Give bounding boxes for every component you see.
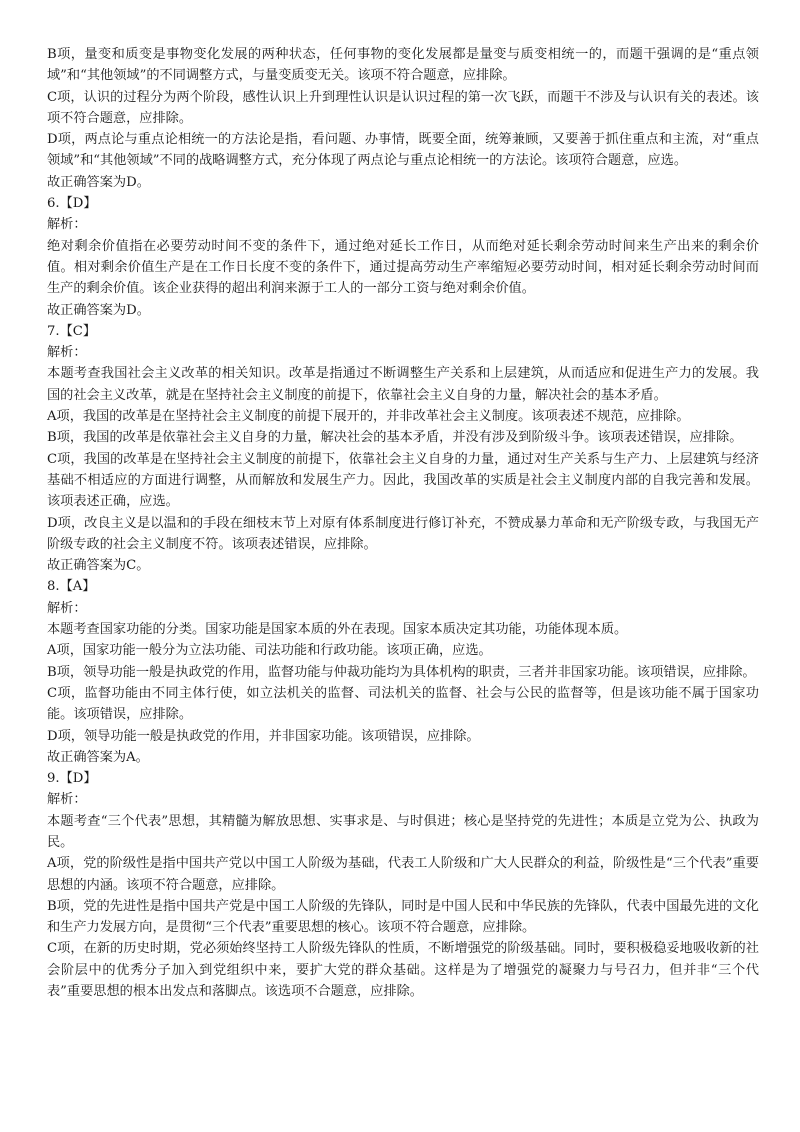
answer-explanation-page <box>47 44 759 1002</box>
analysis-label: 解析： <box>47 792 87 808</box>
option-c-explanation: C项，认识的过程分为两个阶段，感性认识上升到理性认识是认识过程的第一次飞跃，而题干不涉及与认识有关的表述。该项不符合题意，应排除。 <box>47 89 759 126</box>
option-c-explanation: C项，在新的历史时期，党必须始终坚持工人阶级先锋队的性质，不断增强党的阶级基础。同时，要积极稳妥地吸收新的社会阶层中的优秀分子加入到党组织中来，要扩大党的群众基础。这样是为了增强党的凝聚力与号召力，但并非“三个代表”重要思想的根本出发点和落脚点。该选项不合题意，应排除。 <box>47 941 759 1000</box>
option-b-explanation: B项，量变和质变是事物变化发展的两种状态，任何事物的变化发展都是量变与质变相统一的，而题干强调的是“重点领域”和“其他领域”的不同调整方式，与量变质变无关。该项不符合题意，应排除。 <box>47 47 759 84</box>
option-c-explanation: C项，我国的改革是在坚持社会主义制度的前提下，依靠社会主义自身的力量，通过对生产关系与生产力、上层建筑与经济基础不相适应的方面进行调整，从而解放和发展生产力。因此，我国改革的实质是社会主义制度内部的自我完善和发展。该项表述正确，应选。 <box>47 451 759 510</box>
correct-answer-line: 故正确答案为A。 <box>47 749 149 765</box>
option-b-explanation: B项，领导功能一般是执政党的作用，监督功能与仲裁功能均为具体机构的职责，三者并非国家功能。该项错误，应排除。 <box>47 664 756 680</box>
analysis-label: 解析： <box>47 600 87 616</box>
option-a-explanation: A项，党的阶级性是指中国共产党以中国工人阶级为基础，代表工人阶级和广大人民群众的利益，阶级性是“三个代表”重要思想的内涵。该项不符合题意，应排除。 <box>47 856 759 893</box>
correct-answer-line: 故正确答案为D。 <box>47 174 150 190</box>
question-8-intro: 本题考查国家功能的分类。国家功能是国家本质的外在表现。国家本质决定其功能，功能体现本质。 <box>47 622 628 638</box>
option-b-explanation: B项，党的先进性是指中国共产党是中国工人阶级的先锋队，同时是中国人民和中华民族的先锋队，代表中国最先进的文化和生产力发展方向，是贯彻“三个代表”重要思想的核心。该项不符合题意，应排除。 <box>47 898 759 936</box>
question-7-answer: 7.【C】 <box>47 323 97 339</box>
question-9-answer: 9.【D】 <box>47 771 97 787</box>
correct-answer-line: 故正确答案为C。 <box>47 558 150 574</box>
analysis-label: 解析： <box>47 217 87 233</box>
option-d-explanation: D项，改良主义是以温和的手段在细枝末节上对原有体系制度进行修订补充，不赞成暴力革命和无产阶级专政，与我国无产阶级专政的社会主义制度不符。该项表述错误，应排除。 <box>47 515 759 552</box>
correct-answer-line: 故正确答案为D。 <box>47 302 150 318</box>
question-6-answer: 6.【D】 <box>47 196 97 212</box>
analysis-label: 解析： <box>47 345 87 361</box>
option-a-explanation: A项，我国的改革是在坚持社会主义制度的前提下展开的，并非改革社会主义制度。该项表述不规范，应排除。 <box>47 409 690 425</box>
question-7-intro: 本题考查我国社会主义改革的相关知识。改革是指通过不断调整生产关系和上层建筑，从而适应和促进生产力的发展。我国的社会主义改革，就是在坚持社会主义制度的前提下，依靠社会主义自身的力量，解决社会的基本矛盾。 <box>47 366 759 403</box>
question-6-analysis: 绝对剩余价值指在必要劳动时间不变的条件下，通过绝对延长工作日，从而绝对延长剩余劳动时间来生产出来的剩余价值。相对剩余价值生产是在工作日长度不变的条件下，通过提高劳动生产率缩短必要劳动时间，相对延长剩余劳动时间而生产的剩余价值。该企业获得的超出利润来源于工人的一部分工资与绝对剩余价值。 <box>47 238 759 297</box>
option-d-explanation: D项，两点论与重点论相统一的方法论是指，看问题、办事情，既要全面，统筹兼顾，又要善于抓住重点和主流，对“重点领域”和“其他领域”不同的战略调整方式，充分体现了两点论与重点论相统一的方法论。该项符合题意，应选。 <box>47 132 759 169</box>
option-b-explanation: B项，我国的改革是依靠社会主义自身的力量，解决社会的基本矛盾，并没有涉及到阶级斗争。该项表述错误，应排除。 <box>47 430 743 446</box>
option-c-explanation: C项，监督功能由不同主体行使，如立法机关的监督、司法机关的监督、社会与公民的监督等，但是该功能不属于国家功能。该项错误，应排除。 <box>47 685 759 723</box>
question-9-intro: 本题考查“三个代表”思想，其精髓为解放思想、实事求是、与时俱进；核心是坚持党的先进性；本质是立党为公、执政为民。 <box>47 813 759 850</box>
option-a-explanation: A项，国家功能一般分为立法功能、司法功能和行政功能。该项正确，应选。 <box>47 643 492 659</box>
option-d-explanation: D项，领导功能一般是执政党的作用，并非国家功能。该项错误，应排除。 <box>47 728 480 744</box>
question-8-answer: 8.【A】 <box>47 579 96 595</box>
